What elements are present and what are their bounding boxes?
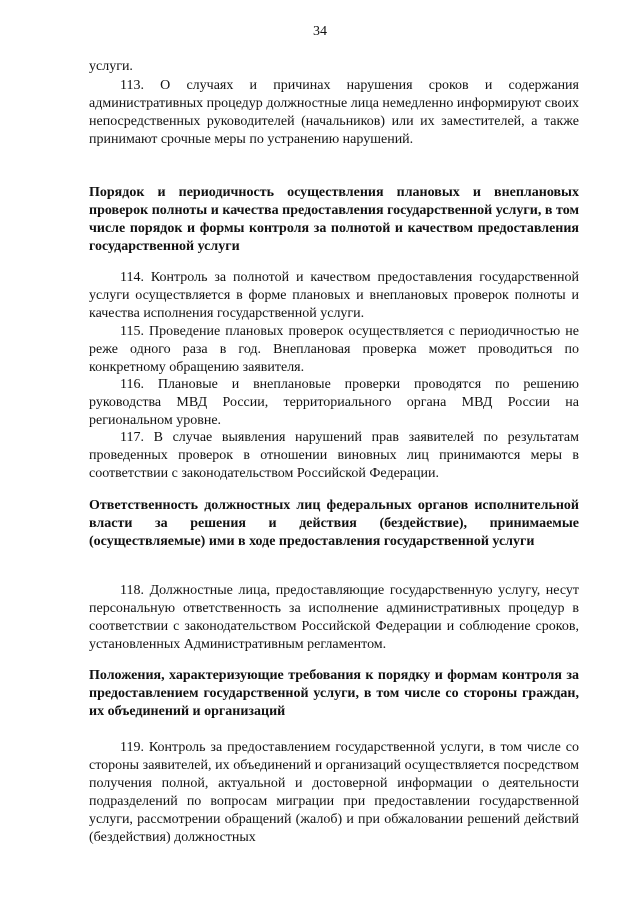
paragraph-115: 115. Проведение плановых проверок осуществляется с периодичностью не реже одного раза в год. Внеплановая проверка может проводиться по конкретному обращению заявителя. xyxy=(89,324,579,375)
paragraph-114: 114. Контроль за полнотой и качеством предоставления государственной услуги осуществляется в форме плановых и внеплановых проверок полноты и качества исполнения государственной услуги. xyxy=(89,270,579,321)
section-heading-responsibility: Ответственность должностных лиц федеральных органов исполнительной власти за решения и действия (бездействие), принимаемые (осуществляемые) ими в ходе предоставления государственной услуги xyxy=(89,498,579,549)
paragraph-118: 118. Должностные лица, предоставляющие государственную услугу, несут персональную ответственность за исполнение административных процедур в соответствии с законодательством Российской Федерации и соблюдение сроков, установленных Административным регламентом. xyxy=(89,583,579,652)
paragraph-116: 116. Плановые и внеплановые проверки проводятся по решению руководства МВД России, территориального органа МВД России на региональном уровне. xyxy=(89,377,579,428)
page-number: 34 xyxy=(313,24,327,39)
paragraph-113: 113. О случаях и причинах нарушения сроков и содержания административных процедур должностные лица немедленно информируют своих непосредственных руководителей (начальников) или их заместителей, а также принимают срочные меры по устранению нарушений. xyxy=(89,78,579,147)
section-heading-control-requirements: Положения, характеризующие требования к порядку и формам контроля за предоставлением государственной услуги, в том числе со стороны граждан, их объединений и организаций xyxy=(89,668,579,719)
paragraph-117: 117. В случае выявления нарушений прав заявителей по результатам проведенных проверок в отношении виновных лиц принимаются меры в соответствии с законодательством Российской Федерации. xyxy=(89,430,579,481)
paragraph-continuation: услуги. xyxy=(89,59,133,74)
section-heading-inspections: Порядок и периодичность осуществления плановых и внеплановых проверок полноты и качества предоставления государственной услуги, в том числе порядок и формы контроля за полнотой и качеством предоставления государственной услуги xyxy=(89,185,579,254)
paragraph-119: 119. Контроль за предоставлением государственной услуги, в том числе со стороны заявителей, их объединений и организаций осуществляется посредством получения полной, актуальной и достоверной информации о деятельности подразделений по вопросам миграции при предоставлении государственной услуги, рассмотрении обращений (жалоб) и при обжаловании решений действий (бездействия) должностных xyxy=(89,740,579,845)
